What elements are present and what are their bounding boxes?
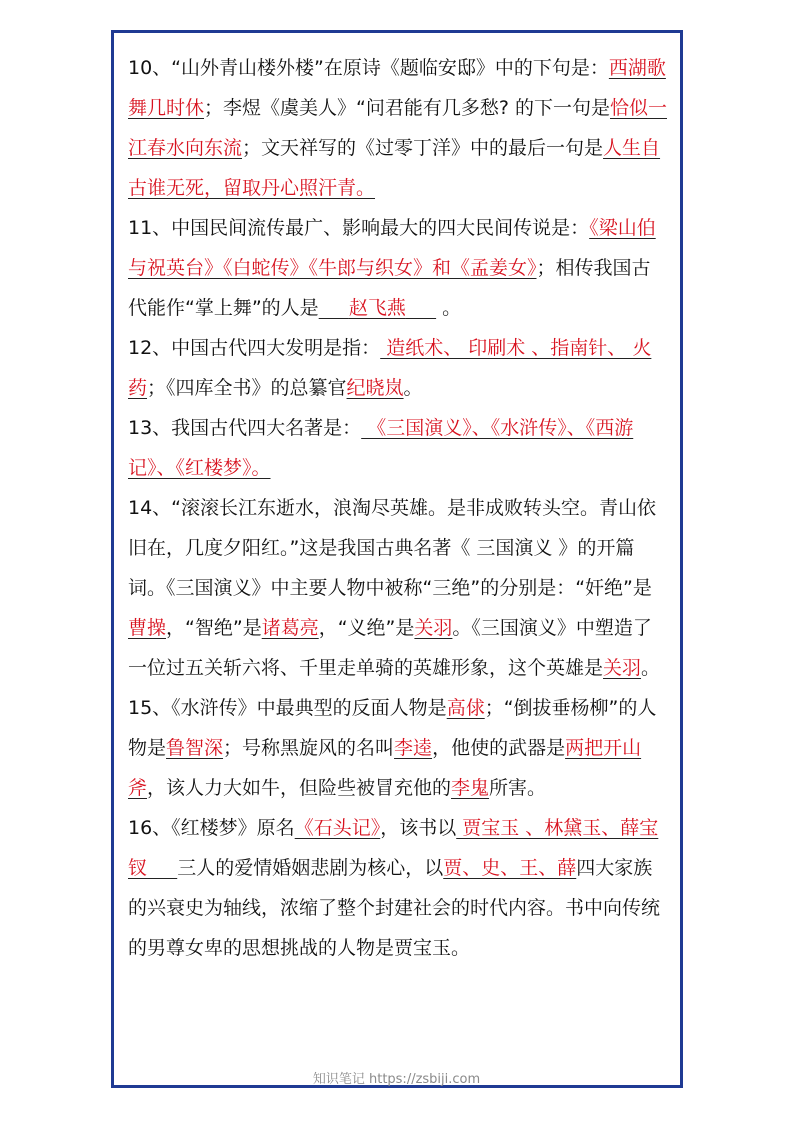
question-15 [128, 688, 668, 808]
question-list [128, 48, 668, 968]
answer-text: 诸葛亮 [261, 617, 319, 639]
question-text: ；文天祥写的《过零丁洋》中的最后一句是 [242, 137, 604, 159]
answer-text: 关羽 [414, 617, 453, 639]
answer-text: 李逵 [394, 737, 433, 759]
question-13 [128, 408, 668, 488]
question-text: ；相传我国古代能作“掌上舞”的人是 [128, 257, 651, 319]
answer-text: 鲁智深 [166, 737, 224, 759]
question-text: ；李煜《虞美人》“问君能有几多愁? 的下一句是 [204, 97, 610, 119]
question-10 [128, 48, 668, 208]
question-text: ，该人力大如牛，但险些被冒充他的 [147, 777, 452, 799]
question-text: 四大家族的兴衰史为轴线，浓缩了整个封建社会的时代内容。书中向传统的男尊女卑的思想挑战的人物是贾宝玉。 [128, 857, 661, 959]
question-text: ；“倒拔垂杨柳”的人物是 [128, 697, 657, 759]
question-12 [128, 328, 668, 408]
answer-text: 贾、史、王、薛 [443, 857, 577, 879]
question-text: 13、我国古代四大名著是： [128, 417, 362, 439]
question-text: 。 [403, 377, 423, 399]
answer-text: 李鬼 [451, 777, 490, 799]
watermark-footer: 知识笔记 https://zsbiji.com [312, 1072, 481, 1087]
question-text: 15、《水浒传》中最典型的反面人物是 [128, 697, 447, 719]
answer-text: 《石头记》 [294, 817, 381, 839]
answer-text: 造纸术、 印刷术 、指南针、 火药 [128, 337, 652, 399]
question-text: 三人的爱情婚姻悲剧为核心，以 [177, 857, 444, 879]
fill-blank [147, 857, 177, 879]
question-text: ；《四库全书》的总纂官 [147, 377, 347, 399]
answer-text: 人生自古谁无死，留取丹心照汗青。 [128, 137, 661, 199]
question-text: 14、“滚滚长江东逝水，浪淘尽英雄。是非成败转头空。青山依旧在，几度夕阳红。”这是我国古典名著《 三国演义 》的开篇词。《三国演义》中主要人物中被称“三绝”的分别是：“奸绝”是 [128, 497, 657, 599]
question-text: 。 [641, 657, 661, 679]
question-text: 11、中国民间流传最广、影响最大的四大民间传说是： [128, 217, 590, 239]
question-text: ；号称黑旋风的名叫 [223, 737, 395, 759]
answer-text: 《三国演义》、《水浒传》、《西游记》、《红楼梦》。 [128, 417, 634, 479]
question-text: ，他使的武器是 [432, 737, 566, 759]
fill-blank [406, 297, 436, 319]
question-14 [128, 488, 668, 688]
question-text: 10、“山外青山楼外楼”在原诗《题临安邸》中的下句是： [128, 57, 609, 79]
question-text: 。《三国演义》中塑造了一位过五关斩六将、千里走单骑的英雄形象，这个英雄是 [128, 617, 652, 679]
answer-text: 纪晓岚 [346, 377, 404, 399]
answer-text: 两把开山斧 [128, 737, 642, 799]
answer-text: 《梁山伯与祝英台》《白蛇传》《牛郎与织女》和《孟姜女》 [128, 217, 656, 279]
question-16 [128, 808, 668, 968]
question-text: ，“智绝”是 [166, 617, 262, 639]
answer-text: 恰似一江春水向东流 [128, 97, 667, 159]
question-text: 。 [436, 297, 462, 319]
answer-text: 赵飞燕 [348, 297, 406, 319]
question-text: ，该书以 [380, 817, 457, 839]
question-text: 所害。 [489, 777, 547, 799]
question-text: 16、《红楼梦》原名 [128, 817, 295, 839]
question-text: ，“义绝”是 [318, 617, 415, 639]
question-11 [128, 208, 668, 328]
answer-text: 高俅 [446, 697, 485, 719]
answer-text: 关羽 [603, 657, 642, 679]
answer-text: 贾宝玉 、林黛玉、薛宝钗 [128, 817, 659, 879]
answer-text: 曹操 [128, 617, 167, 639]
answer-text: 西湖歌舞几时休 [128, 57, 666, 119]
fill-blank [319, 297, 349, 319]
question-text: 12、中国古代四大发明是指： [128, 337, 381, 359]
